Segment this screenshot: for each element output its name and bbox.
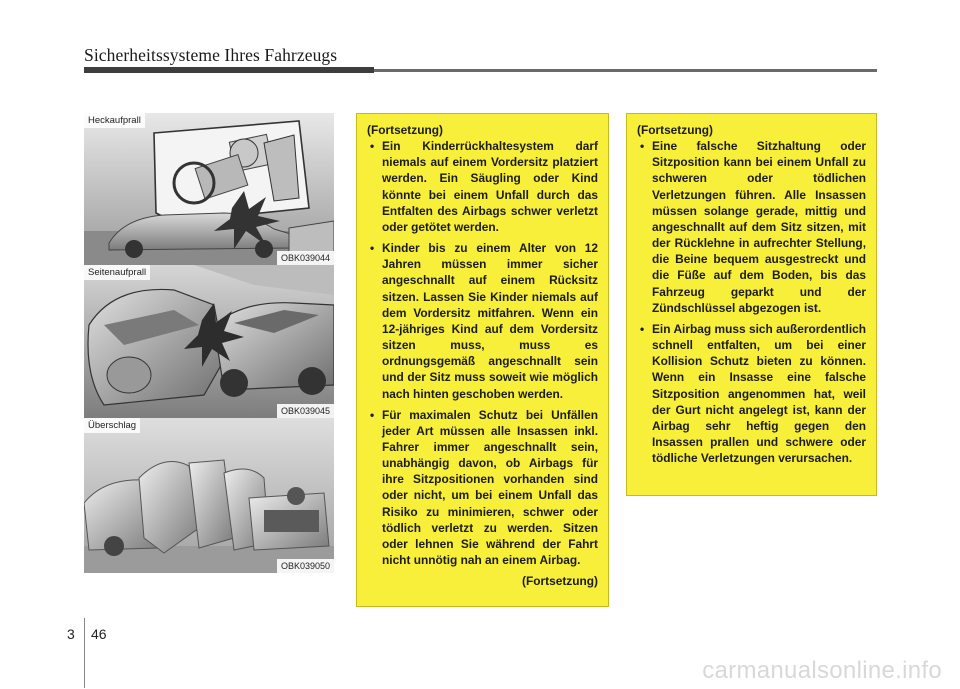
rear-impact-illustration bbox=[84, 113, 334, 265]
rollover-illustration bbox=[84, 418, 334, 573]
figure-rollover bbox=[84, 418, 334, 573]
warning-item: • Ein Airbag muss sich außerordentlich schnell entfalten, um bei einer Kollision Schutz bieten zu können. Wenn ein Insasse eine falsche Sitzposition angenommen hat, weil der Gurt nicht angelegt ist, kann der Airbag sehr heftig gegen den Insassen prallen und schwere oder tödliche Verletzungen verursachen. bbox=[637, 321, 866, 466]
continuation-heading: (Fortsetzung) bbox=[637, 123, 713, 137]
figure-code: OBK039044 bbox=[277, 251, 334, 265]
page-header-title: Sicherheitssysteme Ihres Fahrzeugs bbox=[84, 45, 338, 65]
warning-item: • Ein Kinderrückhaltesystem darf niemals auf einem Vordersitz platziert werden. Ein Säugling oder Kind könnte bei einem Unfall durch das Entfalten des Airbags schwer verletzt oder getötet werden. bbox=[367, 138, 598, 235]
page-number bbox=[67, 626, 79, 642]
warning-item: • Eine falsche Sitzhaltung oder Sitzposition kann bei einem Unfall zu schweren oder tödlichen Verletzungen führen. Alle Insassen müssen solange gerade, mittig und angeschnallt auf dem Sitz sitzen, mit der Rücklehne in aufrechter Stellung, die Beine bequem ausgestreckt und die Füße auf dem Boden, bis das Fahrzeug geparkt und der Zündschlüssel abgezogen ist. bbox=[637, 138, 866, 316]
header-rule-accent bbox=[84, 67, 374, 73]
figure-label: Heckaufprall bbox=[84, 113, 145, 128]
warning-list bbox=[367, 138, 598, 568]
page-number-value: 46 bbox=[91, 626, 107, 642]
figure-side-impact bbox=[84, 265, 334, 418]
warning-list bbox=[637, 138, 866, 466]
figure-code: OBK039045 bbox=[277, 404, 334, 418]
warning-item: • Kinder bis zu einem Alter von 12 Jahren müssen immer sicher angeschnallt auf einem Rücksitz sitzen. Lassen Sie Kinder niemals auf dem Vordersitz mitfahren. Wenn ein 12-jähriges Kind auf dem Vordersitz sitzen muss, muss es ordnungsgemäß angeschnallt sein und der Sitz muss soweit wie möglich nach hinten geschoben werden. bbox=[367, 240, 598, 402]
page-number-divider bbox=[84, 618, 85, 688]
chapter-number: 3 bbox=[67, 626, 75, 642]
figure-rear-impact bbox=[84, 113, 334, 265]
watermark: carmanualsonline.info bbox=[702, 657, 942, 684]
continuation-heading: (Fortsetzung) bbox=[367, 123, 443, 137]
warning-box-middle bbox=[356, 113, 609, 607]
warning-box-right bbox=[626, 113, 877, 496]
figure-label: Überschlag bbox=[84, 418, 140, 433]
figure-label: Seitenaufprall bbox=[84, 265, 150, 280]
warning-item: • Für maximalen Schutz bei Unfällen jeder Art müssen alle Insassen inkl. Fahrer immer angeschnallt sein, unabhängig davon, ob Airbags für ihre Sitzpositionen vorhanden sind oder nicht, um bei einem Unfall das Risiko zu minimieren, schwer oder tödlich verletzt zu werden. Sitzen oder lehnen Sie während der Fahrt nicht unnötig nah an einem Airbag. bbox=[367, 407, 598, 569]
continuation-footer: (Fortsetzung) bbox=[522, 574, 598, 589]
figure-code: OBK039050 bbox=[277, 559, 334, 573]
side-impact-illustration bbox=[84, 265, 334, 418]
